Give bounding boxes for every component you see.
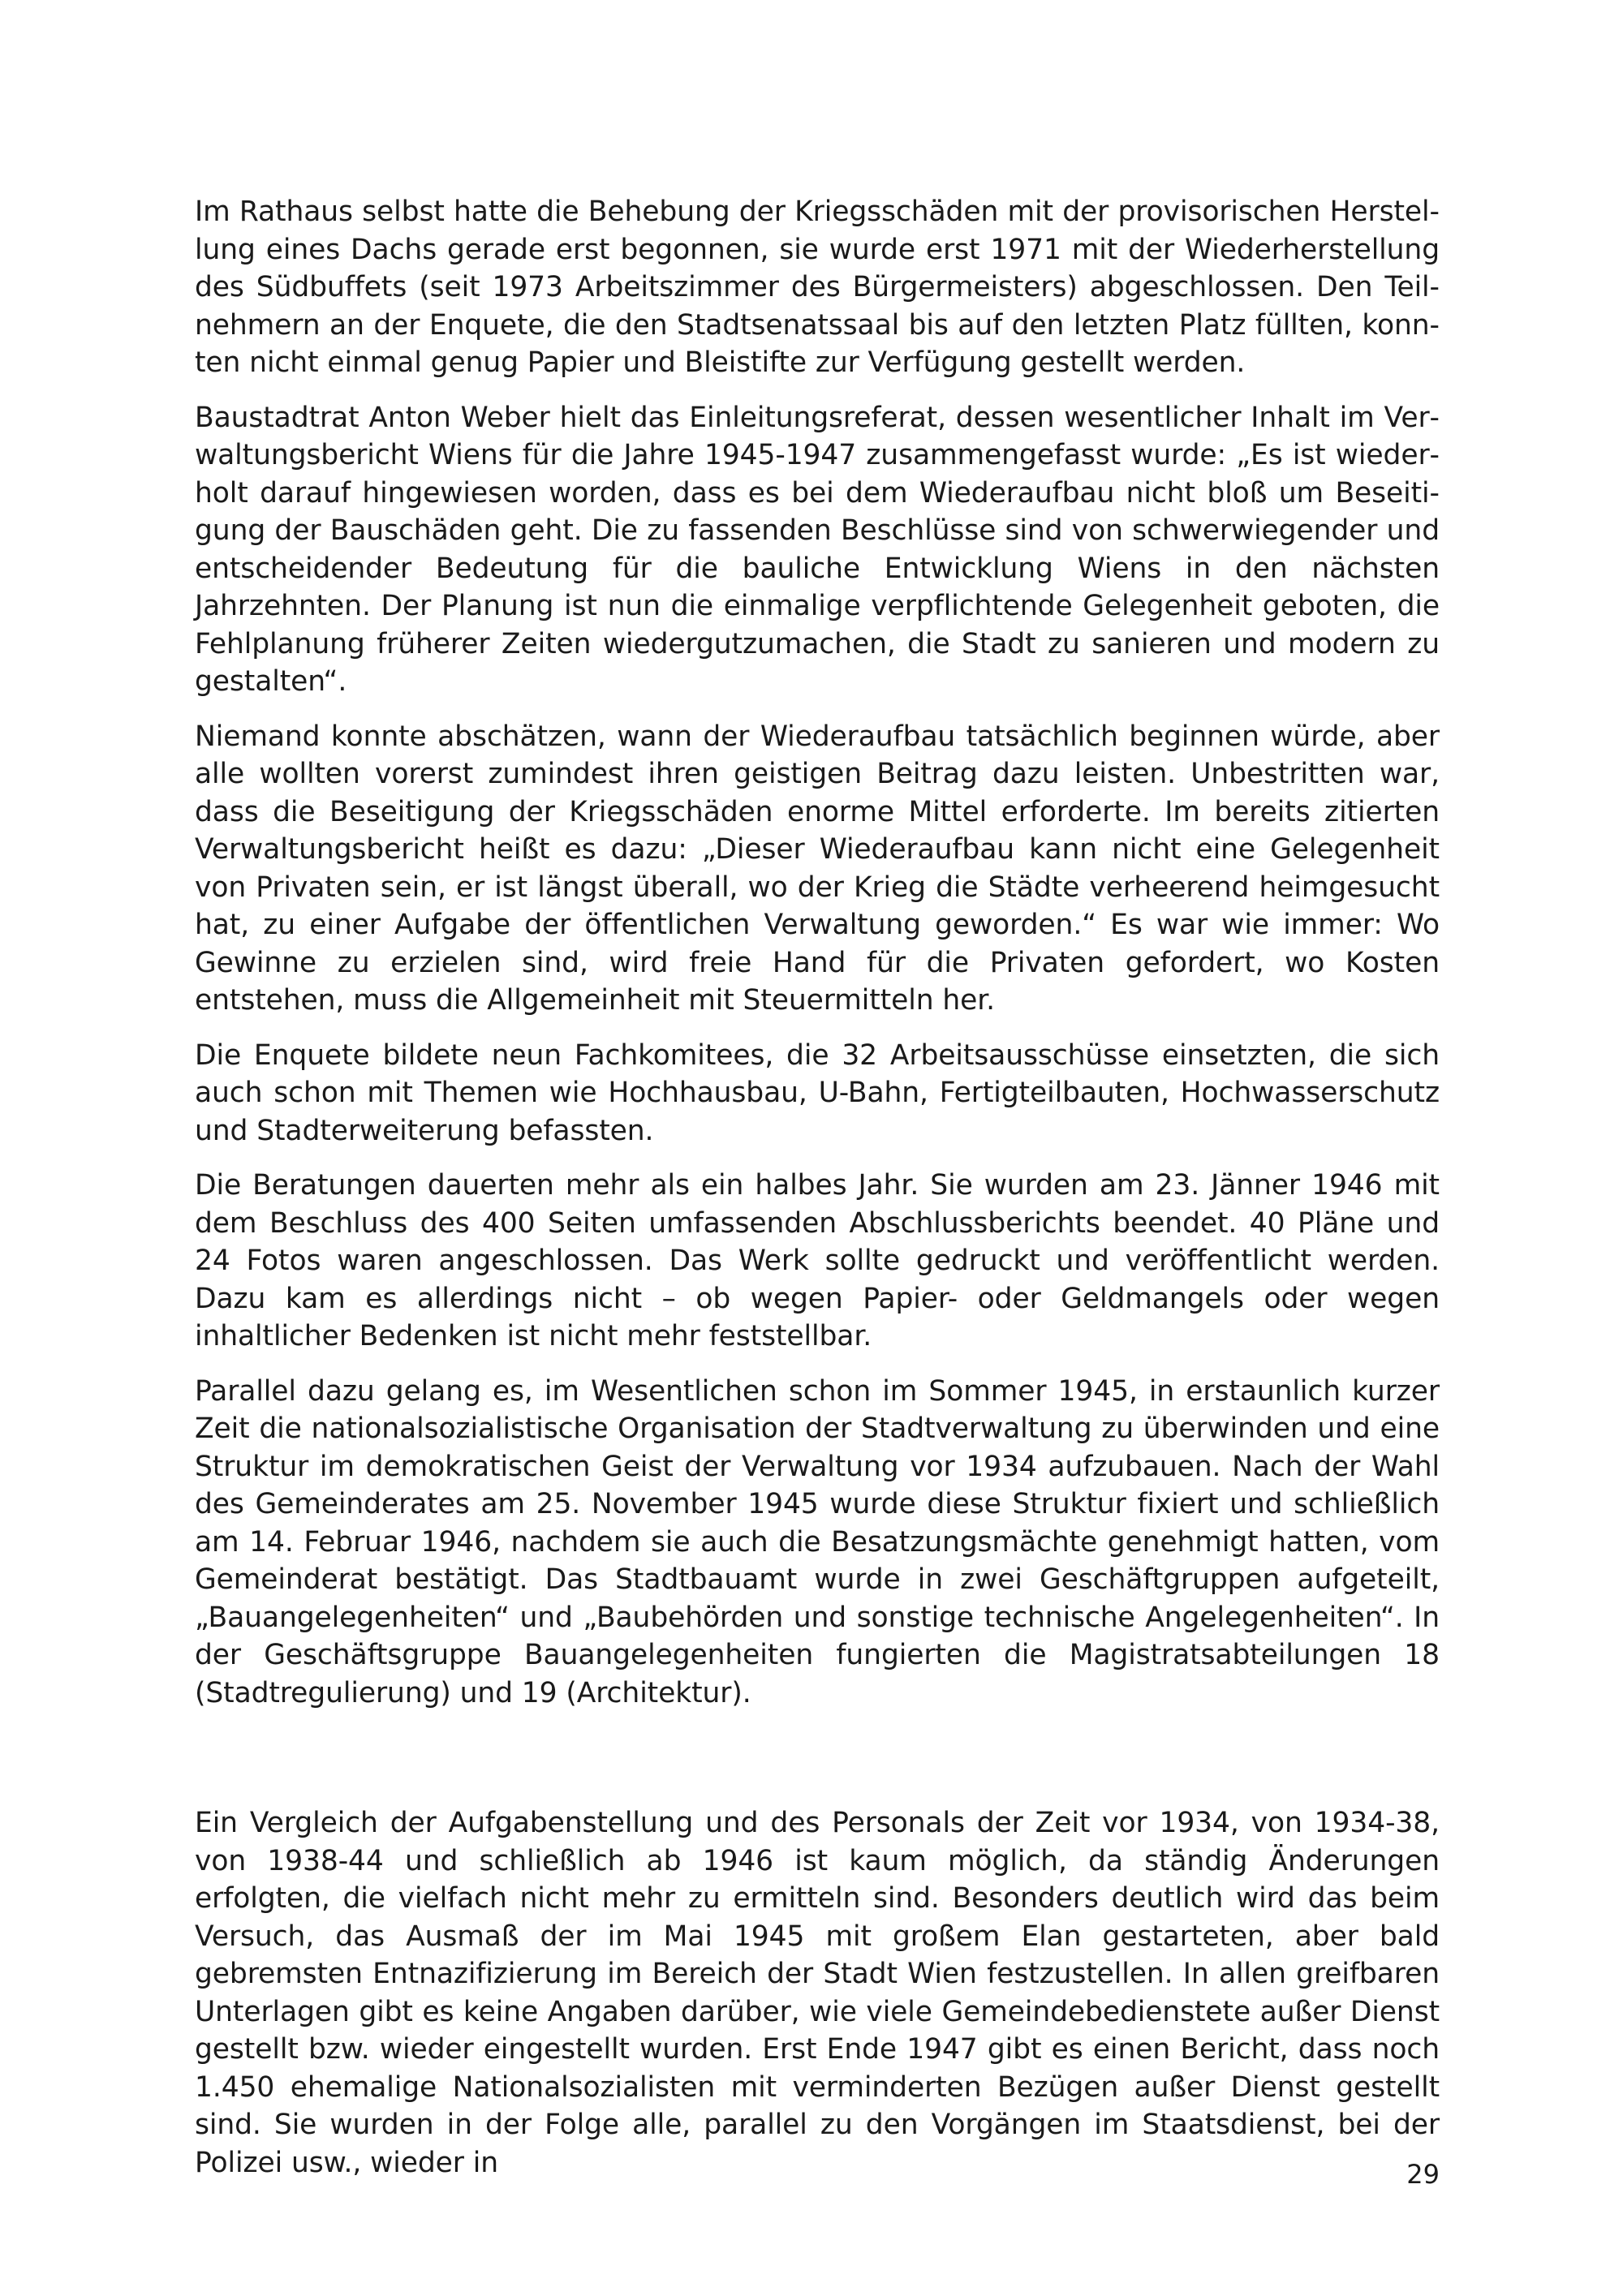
paragraph-beratungen: Die Beratungen dauerten mehr als ein halbes Jahr. Sie wurden am 23. Jänner 1946 mit dem Beschluss des 400 Seiten umfassenden Abschlussberichts beendet. 40 Pläne und 24 Fotos waren angeschlossen. Das Werk sollte gedruckt und veröffentlicht werden. Dazu kam es allerdings nicht – ob wegen Papier- oder Geldmangels oder wegen inhaltlicher Bedenken ist nicht mehr feststellbar. [195,1169,1440,1352]
paragraph-enquete: Die Enquete bildete neun Fachkomitees, die 32 Arbeitsausschüsse einsetzten, die sich auch schon mit Themen wie Hochhausbau, U-Bahn, Fertigteilbauten, Hochwasserschutz und Stadterweiterung befassten. [195,1038,1440,1147]
page-number: 29 [1406,2159,1440,2190]
body-text-upper [195,193,1440,1729]
paragraph-baustadtrat: Baustadtrat Anton Weber hielt das Einleitungsreferat, dessen wesentlicher Inhalt im Verwaltungsbericht Wiens für die Jahre 1945-1947 zusammengefasst wurde: „Es ist wiederholt darauf hingewiesen worden, dass es bei dem Wiederaufbau nicht bloß um Beseitigung der Bauschäden geht. Die zu fassenden Beschlüsse sind von schwerwiegender und entscheidender Bedeutung für die bauliche Entwicklung Wiens in den nächsten Jahrzehnten. Der Planung ist nun die einmalige verpflichtende Gelegenheit geboten, die Fehlplanung früherer Zeiten wiedergutzumachen, die Stadt zu sanieren und modern zu gestalten“. [195,401,1440,698]
paragraph-niemand: Niemand konnte abschätzen, wann der Wiederaufbau tatsächlich beginnen würde, aber alle wollten vorerst zumindest ihren geistigen Beitrag dazu leisten. Unbestritten war, dass die Beseitigung der Kriegsschäden enorme Mittel erforderte. Im bereits zitierten Verwaltungsbericht heißt es dazu: „Dieser Wiederaufbau kann nicht eine Gelegenheit von Privaten sein, er ist längst überall, wo der Krieg die Städte verheerend heimgesucht hat, zu einer Aufgabe der öffentlichen Verwaltung geworden.“ Es war wie immer: Wo Gewinne zu erzielen sind, wird freie Hand für die Privaten gefordert, wo Kosten entstehen, muss die Allgemeinheit mit Steuermitteln her. [195,720,1440,1017]
paragraph-vergleich: Ein Vergleich der Aufgabenstellung und des Personals der Zeit vor 1934, von 1934-38, von 1938-44 und schließlich ab 1946 ist kaum möglich, da ständig Änderungen erfolgten, die vielfach nicht mehr zu ermitteln sind. Besonders deutlich wird das beim Versuch, das Ausmaß der im Mai 1945 mit großem Elan gestarteten, aber bald gebremsten Entnazifizierung im Bereich der Stadt Wien festzustellen. In allen greifbaren Unterlagen gibt es keine Angaben darüber, wie viele Gemeindebedienstete außer Dienst gestellt bzw. wieder eingestellt wurden. Erst Ende 1947 gibt es einen Bericht, dass noch 1.450 ehemalige Nationalsozialisten mit verminderten Bezügen außer Dienst gestellt sind. Sie wurden in der Folge alle, parallel zu den Vorgängen im Staatsdienst, bei der Polizei usw., wieder in [195,1807,1440,2179]
paragraph-parallel: Parallel dazu gelang es, im Wesentlichen schon im Sommer 1945, in erstaunlich kurzer Zeit die nationalsozialistische Organisation der Stadtverwaltung zu überwinden und eine Struktur im demokratischen Geist der Verwaltung vor 1934 aufzubauen. Nach der Wahl des Gemeinderates am 25. November 1945 wurde diese Struktur fixiert und schließlich am 14. Februar 1946, nachdem sie auch die Besatzungsmächte genehmigt hatten, vom Gemeinderat bestätigt. Das Stadtbauamt wurde in zwei Geschäftgruppen aufgeteilt, „Bauangelegenheiten“ und „Baubehörden und sonstige technische Angelegenheiten“. In der Geschäftsgruppe Bauangelegenheiten fungierten die Magistratsabteilungen 18 (Stadtregulierung) und 19 (Architektur). [195,1374,1440,1709]
paragraph-rathaus: Im Rathaus selbst hatte die Behebung der Kriegsschäden mit der provisorischen Herstellung eines Dachs gerade erst begonnen, sie wurde erst 1971 mit der Wiederherstellung des Südbuffets (seit 1973 Arbeitszimmer des Bürgermeisters) abgeschlossen. Den Teilnehmern an der Enquete, die den Stadtsenatssaal bis auf den letzten Platz füllten, konnten nicht einmal genug Papier und Bleistifte zur Verfügung gestellt werden. [195,196,1440,379]
body-text-lower [195,1804,1440,2199]
